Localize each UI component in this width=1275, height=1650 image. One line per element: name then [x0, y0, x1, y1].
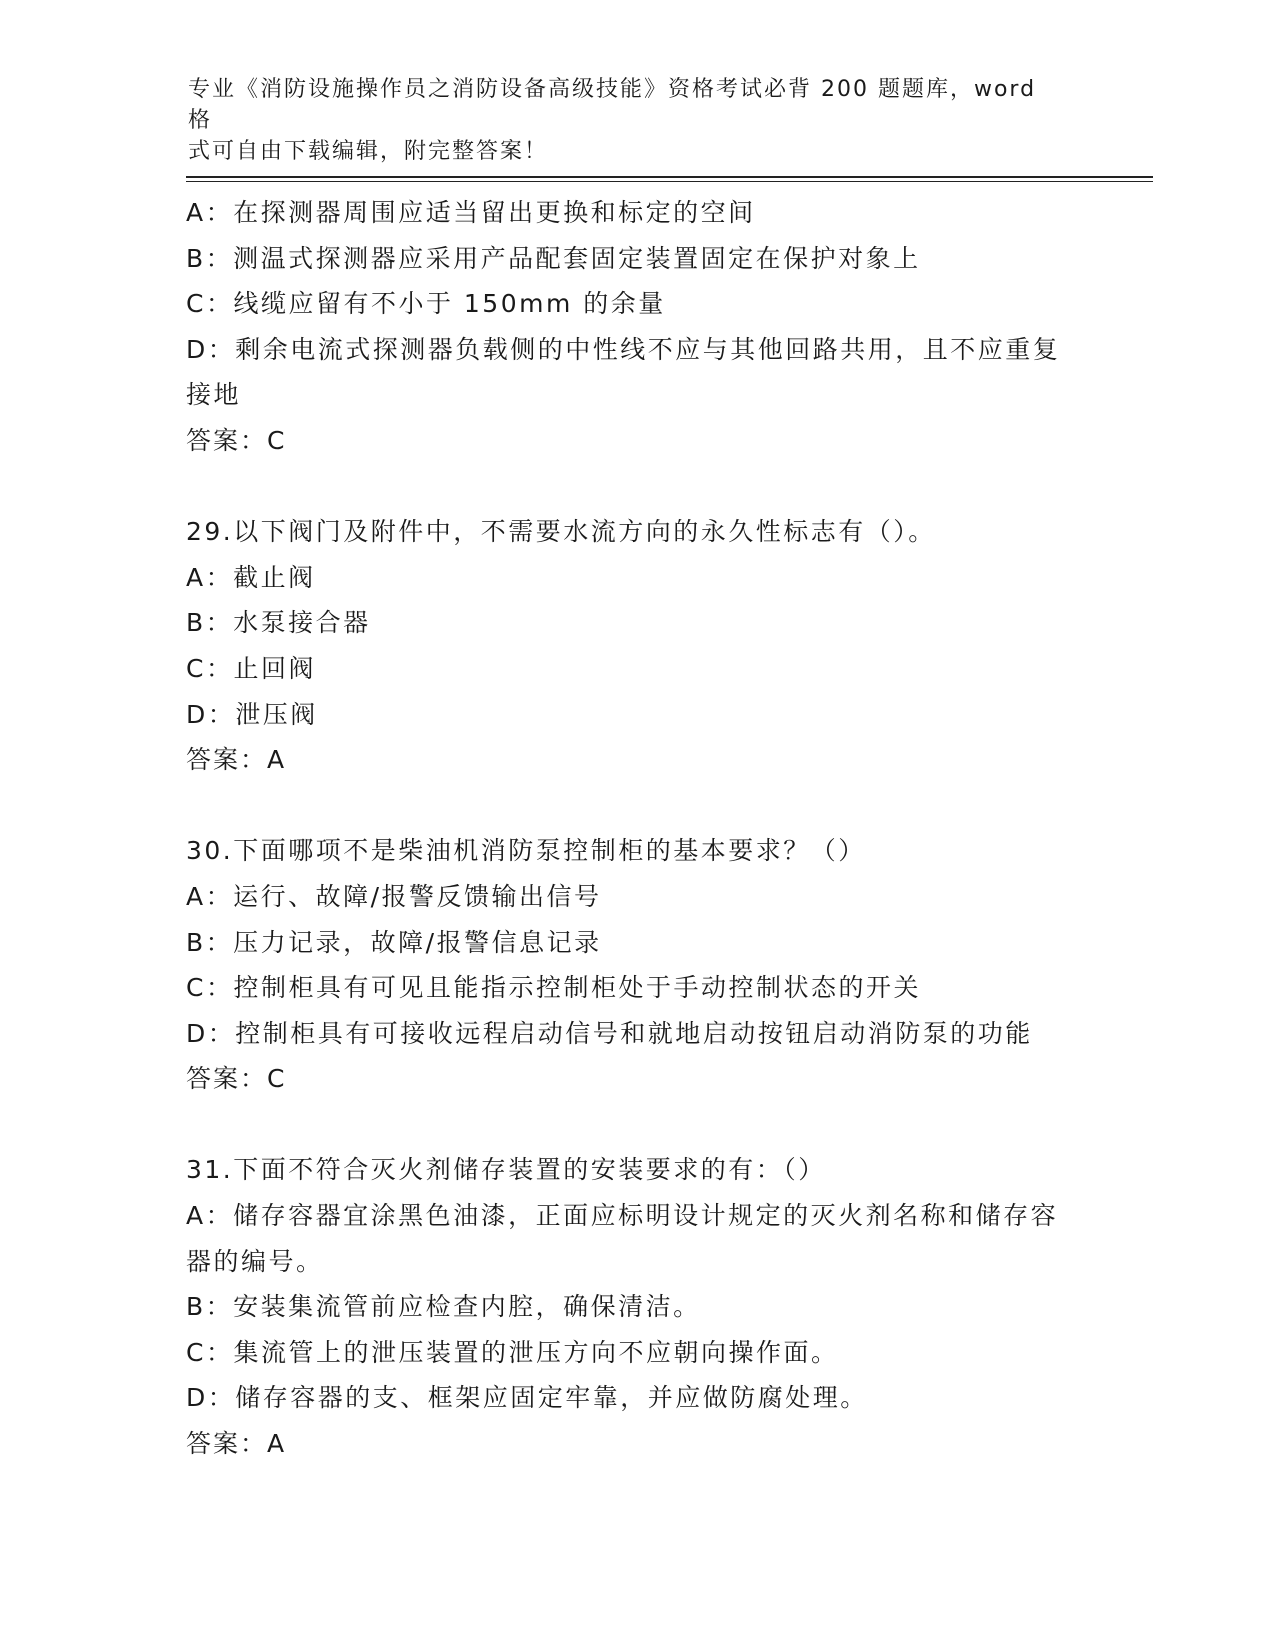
header-line-2: 式可自由下载编辑，附完整答案！	[188, 139, 549, 164]
option-d: D：泄压阀	[186, 699, 318, 729]
spacer	[186, 783, 1081, 829]
answer: 答案：C	[186, 1064, 287, 1094]
header-rule-thick	[186, 176, 1153, 178]
answer: 答案：A	[186, 745, 287, 775]
question-block-30	[186, 828, 1081, 1102]
header-rule-thin	[186, 181, 1153, 182]
answer: 答案：A	[186, 1429, 287, 1459]
question-stem: 29.以下阀门及附件中，不需要水流方向的永久性标志有（）。	[186, 517, 936, 547]
option-d: D：剩余电流式探测器负载侧的中性线不应与其他回路共用，且不应重复接地	[186, 334, 1061, 410]
option-a: A：在探测器周围应适当留出更换和标定的空间	[186, 198, 756, 227]
option-c: C：控制柜具有可见且能指示控制柜处于手动控制状态的开关	[186, 973, 921, 1003]
option-c: C：线缆应留有不小于 150mm 的余量	[186, 289, 666, 319]
answer: 答案：C	[186, 425, 287, 455]
option-d: D：控制柜具有可接收远程启动信号和就地启动按钮启动消防泵的功能	[186, 1018, 1033, 1048]
option-d: D：储存容器的支、框架应固定牢靠，并应做防腐处理。	[186, 1383, 868, 1413]
option-a: A：储存容器宜涂黑色油漆，正面应标明设计规定的灭火剂名称和储存容器的编号。	[186, 1201, 1059, 1276]
question-block-28	[186, 190, 1081, 464]
question-stem: 31.下面不符合灭火剂储存装置的安装要求的有：（）	[186, 1155, 826, 1185]
option-b: B：安装集流管前应检查内腔，确保清洁。	[186, 1292, 701, 1322]
option-b: B：测温式探测器应采用产品配套固定装置固定在保护对象上	[186, 243, 921, 273]
spacer	[186, 1102, 1081, 1148]
header-line-1: 专业《消防设施操作员之消防设备高级技能》资格考试必背 200 题题库，word 格	[188, 77, 1037, 133]
option-a: A：运行、故障/报警反馈输出信号	[186, 881, 602, 911]
option-c: C：集流管上的泄压装置的泄压方向不应朝向操作面。	[186, 1337, 839, 1367]
option-b: B：压力记录，故障/报警信息记录	[186, 927, 602, 957]
option-c: C：止回阀	[186, 653, 316, 683]
question-block-31	[186, 1147, 1081, 1466]
option-a: A：截止阀	[186, 562, 316, 592]
option-b: B：水泵接合器	[186, 608, 371, 638]
question-stem: 30.下面哪项不是柴油机消防泵控制柜的基本要求？（）	[186, 836, 866, 866]
spacer	[186, 464, 1081, 510]
question-list	[186, 190, 1081, 1467]
document-header	[188, 74, 1068, 167]
question-block-29	[186, 509, 1081, 783]
